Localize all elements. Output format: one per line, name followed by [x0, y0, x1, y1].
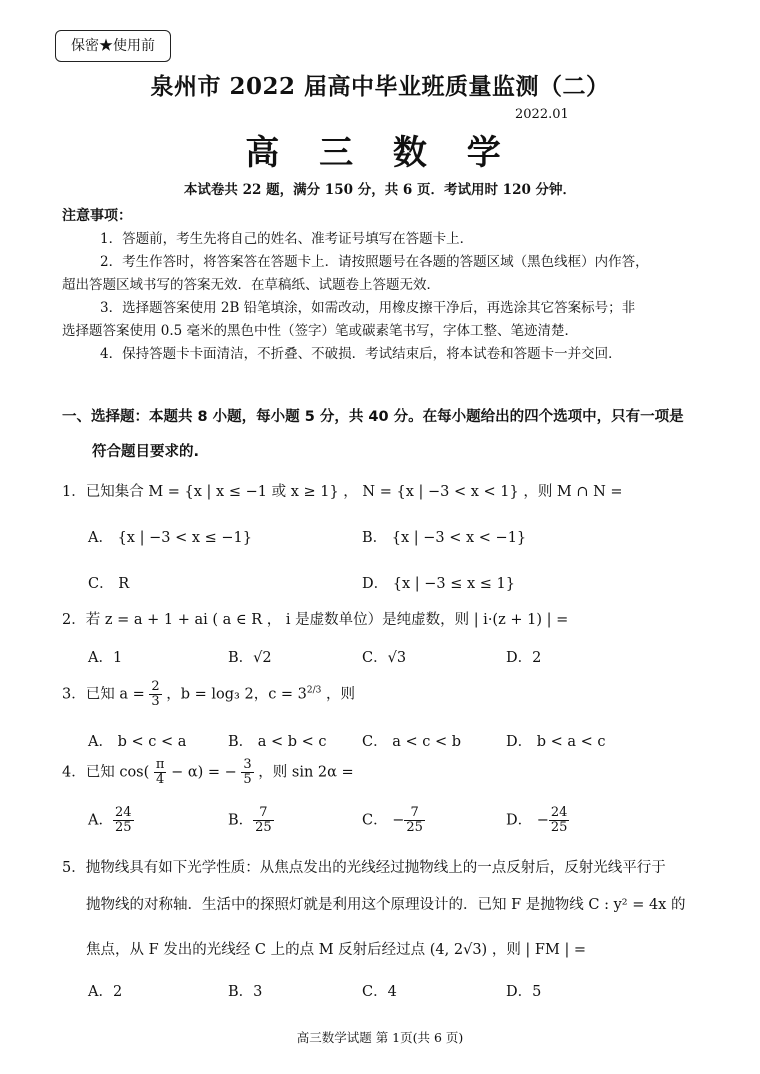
- q3-fraction-a: $\frac{2}{3}$: [151, 679, 160, 709]
- exam-title: 泉州市 2022 届高中毕业班质量监测（二）: [150, 73, 610, 100]
- q3-option-a: A． b < c < a: [88, 734, 187, 750]
- q4-fraction-pi: $\frac{\pi}{4}$: [155, 757, 165, 787]
- q1-option-d: D． {x | −3 ≤ x ≤ 1}: [362, 576, 515, 592]
- notice-item: 超出答题区域书写的答案无效．在草稿纸、试题卷上答题无效．: [62, 277, 440, 293]
- q4-option-c: C． − $\frac{7}{25}$: [362, 805, 423, 835]
- q3-option-d: D． b < a < c: [506, 734, 606, 750]
- question-1-stem: 1．已知集合 M = {x | x ≤ −1 或 x ≥ 1} ， N = {x | −3 < x < 1} ，则 M ∩ N =: [62, 484, 623, 500]
- q4-option-d: D． − $\frac{24}{25}$: [506, 805, 568, 835]
- question-5-line: 5．抛物线具有如下光学性质：从焦点发出的光线经过抛物线上的一点反射后，反射光线平行于: [62, 860, 666, 876]
- notice-heading: 注意事项：: [62, 208, 132, 224]
- q1-option-c: C． R: [88, 576, 130, 592]
- q3-exponent: 2/3: [306, 685, 322, 696]
- q1-option-a: A． {x | −3 < x ≤ −1}: [88, 530, 252, 546]
- question-5-line: 抛物线的对称轴．生活中的探照灯就是利用这个原理设计的．已知 F 是抛物线 C : y² = 4x 的: [86, 897, 686, 913]
- q3-stem-post: ，则: [326, 686, 356, 703]
- q3-stem-pre: 3．已知 a =: [62, 686, 145, 703]
- notice-item: 1．答题前，考生先将自己的姓名、准考证号填写在答题卡上．: [100, 231, 474, 247]
- notice-item: 4．保持答题卡卡面清洁，不折叠、不破损．考试结束后，将本试卷和答题卡一并交回．: [100, 346, 622, 362]
- notice-item: 选择题答案使用 0.5 毫米的黑色中性（签字）笔或碳素笔书写，字体工整、笔迹清楚．: [62, 323, 579, 339]
- q1-option-b: B． {x | −3 < x < −1}: [362, 530, 527, 546]
- q3-stem-mid: ，b = log₃ 2，c = 3: [166, 686, 307, 703]
- q4-fraction-r: $\frac{3}{5}$: [243, 757, 252, 787]
- q2-option-b: B．√2: [228, 650, 272, 666]
- question-3-stem: [62, 680, 355, 709]
- q5-option-a: A．2: [88, 984, 123, 1000]
- q4-stem-mid: − α) = −: [171, 764, 237, 781]
- q4-stem-post: ，则 sin 2α =: [258, 764, 354, 781]
- exam-info: 本试卷共 22 题，满分 150 分，共 6 页．考试用时 120 分钟．: [183, 182, 577, 198]
- q4-stem-pre: 4．已知 cos(: [62, 764, 150, 781]
- question-2-stem: 2．若 z = a + 1 + ai ( a ∈ R ， i 是虚数单位）是纯虚数，则 | i·(z + 1) | =: [62, 612, 569, 628]
- q3-option-c: C． a < c < b: [362, 734, 461, 750]
- q4-option-a: A． $\frac{24}{25}$: [88, 805, 132, 835]
- q5-option-c: C．4: [362, 984, 397, 1000]
- page-footer: 高三数学试题 第 1页(共 6 页): [296, 1030, 464, 1045]
- section-heading: 一、选择题：本题共 8 小题，每小题 5 分，共 40 分。在每小题给出的四个选项中，只有一项是: [62, 409, 684, 425]
- notice-item: 2．考生作答时，将答案答在答题卡上．请按照题号在各题的答题区域（黑色线框）内作答，: [100, 254, 649, 270]
- q2-option-c: C．√3: [362, 650, 407, 666]
- q2-option-d: D．2: [506, 650, 542, 666]
- exam-date: 2022.01: [515, 107, 569, 122]
- question-5-line: 焦点，从 F 发出的光线经 C 上的点 M 反射后经过点 (4, 2√3) ，则 | FM | =: [86, 942, 587, 958]
- notice-item: 3．选择题答案使用 2B 铅笔填涂，如需改动，用橡皮擦干净后，再选涂其它答案标号；非: [100, 300, 636, 316]
- q5-option-b: B．3: [228, 984, 263, 1000]
- section-heading-cont: 符合题目要求的.: [92, 444, 200, 460]
- q4-option-b: B． $\frac{7}{25}$: [228, 805, 272, 835]
- q2-option-a: A．1: [88, 650, 123, 666]
- q5-option-d: D．5: [506, 984, 542, 1000]
- q3-option-b: B． a < b < c: [228, 734, 327, 750]
- question-4-stem: [62, 758, 354, 787]
- confidential-badge: 保密★使用前: [55, 30, 171, 62]
- subject-title: 高 三 数 学: [245, 133, 515, 173]
